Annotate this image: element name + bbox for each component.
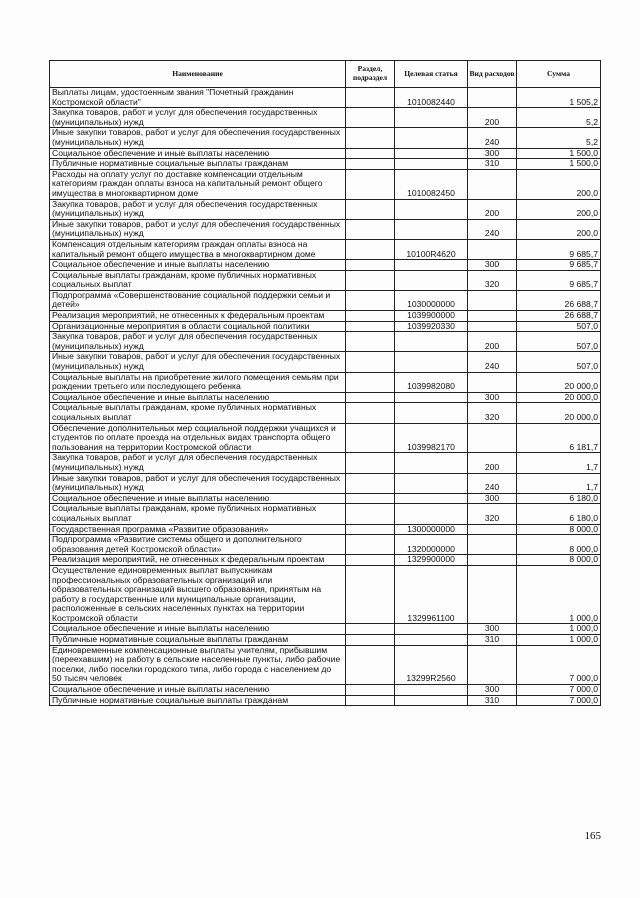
cell-section xyxy=(346,108,395,128)
cell-kind: 300 xyxy=(468,624,517,635)
cell-name: Закупка товаров, работ и услуг для обеспечения государственных (муниципальных) нужд xyxy=(50,108,346,128)
cell-sum: 6 180,0 xyxy=(517,504,601,524)
cell-kind xyxy=(468,423,517,453)
cell-sum: 7 000,0 xyxy=(517,695,601,706)
table-row xyxy=(50,504,601,524)
cell-name: Социальное обеспечение и иные выплаты населению xyxy=(50,392,346,403)
cell-name: Публичные нормативные социальные выплаты гражданам xyxy=(50,635,346,646)
cell-kind: 300 xyxy=(468,493,517,504)
cell-sum: 20 000,0 xyxy=(517,372,601,392)
table-row xyxy=(50,493,601,504)
cell-sum: 9 685,7 xyxy=(517,260,601,271)
cell-sum: 200,0 xyxy=(517,169,601,199)
cell-kind: 320 xyxy=(468,403,517,423)
cell-kind xyxy=(468,565,517,624)
cell-section xyxy=(346,524,395,535)
cell-sum: 507,0 xyxy=(517,332,601,352)
cell-sum: 7 000,0 xyxy=(517,645,601,684)
cell-kind xyxy=(468,169,517,199)
cell-name: Иные закупки товаров, работ и услуг для обеспечения государственных (муниципальных) нужд xyxy=(50,473,346,493)
cell-article xyxy=(395,504,468,524)
table-row xyxy=(50,645,601,684)
cell-section xyxy=(346,685,395,696)
cell-section xyxy=(346,352,395,372)
cell-name: Государственная программа «Развитие образования» xyxy=(50,524,346,535)
cell-name: Компенсация отдельным категориям граждан оплаты взноса на капитальный ремонт общего имущества в многоквартирном доме xyxy=(50,239,346,259)
table-row xyxy=(50,290,601,310)
cell-kind: 240 xyxy=(468,128,517,148)
cell-sum: 1 500,0 xyxy=(517,159,601,170)
page-number: 165 xyxy=(584,830,601,842)
cell-article: 1329961100 xyxy=(395,565,468,624)
cell-article: 1010082440 xyxy=(395,88,468,108)
cell-section xyxy=(346,311,395,322)
cell-name: Социальное обеспечение и иные выплаты населению xyxy=(50,148,346,159)
cell-article xyxy=(395,199,468,219)
table-row xyxy=(50,565,601,624)
cell-kind: 200 xyxy=(468,199,517,219)
cell-name: Социальные выплаты гражданам, кроме публичных нормативных социальных выплат xyxy=(50,403,346,423)
cell-kind: 320 xyxy=(468,270,517,290)
cell-article xyxy=(395,219,468,239)
cell-section xyxy=(346,88,395,108)
cell-name: Выплаты лицам, удостоенным звания "Почетный гражданин Костромской области" xyxy=(50,88,346,108)
table-body xyxy=(50,88,601,706)
table-row xyxy=(50,260,601,271)
cell-name: Социальные выплаты гражданам, кроме публичных нормативных социальных выплат xyxy=(50,504,346,524)
cell-section xyxy=(346,148,395,159)
table-row xyxy=(50,453,601,473)
cell-sum: 5,2 xyxy=(517,108,601,128)
cell-name: Иные закупки товаров, работ и услуг для обеспечения государственных (муниципальных) нужд xyxy=(50,219,346,239)
cell-section xyxy=(346,453,395,473)
cell-name: Подпрограмма «Совершенствование социальной поддержки семьи и детей» xyxy=(50,290,346,310)
cell-section xyxy=(346,372,395,392)
cell-sum: 1,7 xyxy=(517,473,601,493)
cell-article xyxy=(395,695,468,706)
cell-kind: 240 xyxy=(468,352,517,372)
cell-article xyxy=(395,403,468,423)
cell-name: Закупка товаров, работ и услуг для обеспечения государственных (муниципальных) нужд xyxy=(50,332,346,352)
table-row xyxy=(50,352,601,372)
cell-name: Социальное обеспечение и иные выплаты населению xyxy=(50,493,346,504)
cell-name: Закупка товаров, работ и услуг для обеспечения государственных (муниципальных) нужд xyxy=(50,453,346,473)
cell-kind: 240 xyxy=(468,219,517,239)
cell-section xyxy=(346,423,395,453)
cell-kind xyxy=(468,290,517,310)
cell-kind xyxy=(468,535,517,555)
cell-kind: 300 xyxy=(468,148,517,159)
cell-kind: 300 xyxy=(468,685,517,696)
table-row xyxy=(50,169,601,199)
cell-section xyxy=(346,504,395,524)
cell-name: Публичные нормативные социальные выплаты гражданам xyxy=(50,159,346,170)
table-row xyxy=(50,270,601,290)
cell-article: 1039900000 xyxy=(395,311,468,322)
cell-sum: 8 000,0 xyxy=(517,555,601,566)
header-section: Раздел, подраздел xyxy=(346,61,395,88)
cell-name: Социальное обеспечение и иные выплаты населению xyxy=(50,260,346,271)
cell-sum: 5,2 xyxy=(517,128,601,148)
table-row xyxy=(50,311,601,322)
cell-name: Единовременные компенсационные выплаты учителям, прибывшим (переехавшим) на работу в сельские населенные пункты, либо рабочие поселки, либо поселки городского типа, либо города с населением до 50 тысяч человек xyxy=(50,645,346,684)
cell-sum: 26 688,7 xyxy=(517,311,601,322)
cell-article xyxy=(395,332,468,352)
cell-article: 1039982170 xyxy=(395,423,468,453)
cell-section xyxy=(346,555,395,566)
cell-sum: 20 000,0 xyxy=(517,403,601,423)
cell-article xyxy=(395,260,468,271)
cell-kind xyxy=(468,239,517,259)
cell-name: Обеспечение дополнительных мер социальной поддержки учащихся и студентов по оплате проезда на отдельных видах транспорта общего пользования на территории Костромской области xyxy=(50,423,346,453)
cell-name: Социальное обеспечение и иные выплаты населению xyxy=(50,624,346,635)
cell-kind xyxy=(468,311,517,322)
cell-article xyxy=(395,392,468,403)
cell-kind xyxy=(468,555,517,566)
cell-sum: 507,0 xyxy=(517,321,601,332)
cell-sum: 1,7 xyxy=(517,453,601,473)
table-row xyxy=(50,321,601,332)
cell-section xyxy=(346,199,395,219)
cell-sum: 6 181,7 xyxy=(517,423,601,453)
cell-sum: 1 500,0 xyxy=(517,148,601,159)
cell-kind xyxy=(468,645,517,684)
table-row xyxy=(50,108,601,128)
cell-section xyxy=(346,332,395,352)
cell-kind: 310 xyxy=(468,159,517,170)
cell-kind: 300 xyxy=(468,260,517,271)
cell-section xyxy=(346,645,395,684)
cell-name: Иные закупки товаров, работ и услуг для обеспечения государственных (муниципальных) нужд xyxy=(50,352,346,372)
table-row xyxy=(50,332,601,352)
cell-article: 1320000000 xyxy=(395,535,468,555)
table-row xyxy=(50,624,601,635)
table-row xyxy=(50,372,601,392)
cell-section xyxy=(346,128,395,148)
table-row xyxy=(50,535,601,555)
table-row xyxy=(50,199,601,219)
table-row xyxy=(50,239,601,259)
cell-article: 10100R4620 xyxy=(395,239,468,259)
cell-article xyxy=(395,148,468,159)
cell-sum: 1 505,2 xyxy=(517,88,601,108)
cell-article xyxy=(395,270,468,290)
header-article: Целевая статья xyxy=(395,61,468,88)
cell-sum: 1 000,0 xyxy=(517,565,601,624)
cell-article xyxy=(395,453,468,473)
cell-article: 1039982080 xyxy=(395,372,468,392)
cell-sum: 8 000,0 xyxy=(517,535,601,555)
cell-section xyxy=(346,219,395,239)
cell-article xyxy=(395,108,468,128)
cell-kind: 320 xyxy=(468,504,517,524)
header-kind: Вид расходов xyxy=(468,61,517,88)
cell-kind: 300 xyxy=(468,392,517,403)
cell-article xyxy=(395,635,468,646)
cell-name: Публичные нормативные социальные выплаты гражданам xyxy=(50,695,346,706)
table-row xyxy=(50,128,601,148)
table-row xyxy=(50,219,601,239)
cell-sum: 200,0 xyxy=(517,219,601,239)
table-row xyxy=(50,88,601,108)
cell-section xyxy=(346,290,395,310)
cell-name: Расходы на оплату услуг по доставке компенсации отдельным категориям граждан оплаты взноса на капитальный ремонт общего имущества в многоквартирном доме xyxy=(50,169,346,199)
cell-name: Подпрограмма «Развитие системы общего и дополнительного образования детей Костромской области» xyxy=(50,535,346,555)
cell-sum: 7 000,0 xyxy=(517,685,601,696)
table-row xyxy=(50,403,601,423)
cell-kind: 200 xyxy=(468,108,517,128)
cell-section xyxy=(346,239,395,259)
cell-section xyxy=(346,535,395,555)
cell-section xyxy=(346,169,395,199)
cell-name: Социальные выплаты на приобретение жилого помещения семьям при рождении третьего или последующего ребенка xyxy=(50,372,346,392)
cell-sum: 507,0 xyxy=(517,352,601,372)
cell-article: 1329900000 xyxy=(395,555,468,566)
table-row xyxy=(50,695,601,706)
header-sum: Сумма xyxy=(517,61,601,88)
table-row xyxy=(50,685,601,696)
cell-sum: 9 685,7 xyxy=(517,270,601,290)
cell-article xyxy=(395,352,468,372)
cell-kind: 200 xyxy=(468,332,517,352)
table-row xyxy=(50,555,601,566)
cell-kind: 240 xyxy=(468,473,517,493)
cell-sum: 8 000,0 xyxy=(517,524,601,535)
cell-section xyxy=(346,159,395,170)
cell-section xyxy=(346,392,395,403)
cell-name: Социальное обеспечение и иные выплаты населению xyxy=(50,685,346,696)
cell-article: 1010082450 xyxy=(395,169,468,199)
cell-article xyxy=(395,624,468,635)
table-row xyxy=(50,473,601,493)
cell-kind: 200 xyxy=(468,453,517,473)
table-header-row xyxy=(50,61,601,88)
cell-sum: 200,0 xyxy=(517,199,601,219)
cell-name: Иные закупки товаров, работ и услуг для обеспечения государственных (муниципальных) нужд xyxy=(50,128,346,148)
table-row xyxy=(50,635,601,646)
cell-section xyxy=(346,565,395,624)
cell-kind xyxy=(468,372,517,392)
cell-section xyxy=(346,624,395,635)
cell-kind: 310 xyxy=(468,635,517,646)
cell-section xyxy=(346,635,395,646)
cell-section xyxy=(346,695,395,706)
cell-article: 13299R2560 xyxy=(395,645,468,684)
cell-name: Организационные мероприятия в области социальной политики xyxy=(50,321,346,332)
cell-article: 1039920330 xyxy=(395,321,468,332)
cell-article xyxy=(395,685,468,696)
budget-table xyxy=(49,60,601,706)
cell-article: 1300000000 xyxy=(395,524,468,535)
cell-sum: 20 000,0 xyxy=(517,392,601,403)
cell-sum: 1 000,0 xyxy=(517,624,601,635)
cell-article xyxy=(395,159,468,170)
table-row xyxy=(50,423,601,453)
cell-section xyxy=(346,270,395,290)
cell-kind xyxy=(468,524,517,535)
header-name: Наименование xyxy=(50,61,346,88)
cell-section xyxy=(346,403,395,423)
cell-sum: 1 000,0 xyxy=(517,635,601,646)
table-row xyxy=(50,524,601,535)
cell-article: 1030000000 xyxy=(395,290,468,310)
table-row xyxy=(50,392,601,403)
cell-section xyxy=(346,321,395,332)
cell-section xyxy=(346,493,395,504)
table-row xyxy=(50,159,601,170)
cell-kind xyxy=(468,321,517,332)
cell-name: Осуществление единовременных выплат выпускникам профессиональных образовательных организаций или образовательных организаций высшего образования, принятым на работу в государственные или муниципальные организации, расположенные в сельских населенных пунктах на территории Костромской области xyxy=(50,565,346,624)
cell-name: Реализация мероприятий, не отнесенных к федеральным проектам xyxy=(50,311,346,322)
cell-kind: 310 xyxy=(468,695,517,706)
cell-name: Реализация мероприятий, не отнесенных к федеральным проектам xyxy=(50,555,346,566)
table-row xyxy=(50,148,601,159)
cell-section xyxy=(346,260,395,271)
cell-article xyxy=(395,128,468,148)
cell-article xyxy=(395,473,468,493)
cell-sum: 6 180,0 xyxy=(517,493,601,504)
cell-name: Социальные выплаты гражданам, кроме публичных нормативных социальных выплат xyxy=(50,270,346,290)
cell-name: Закупка товаров, работ и услуг для обеспечения государственных (муниципальных) нужд xyxy=(50,199,346,219)
cell-sum: 26 688,7 xyxy=(517,290,601,310)
cell-article xyxy=(395,493,468,504)
cell-kind xyxy=(468,88,517,108)
cell-section xyxy=(346,473,395,493)
cell-sum: 9 685,7 xyxy=(517,239,601,259)
